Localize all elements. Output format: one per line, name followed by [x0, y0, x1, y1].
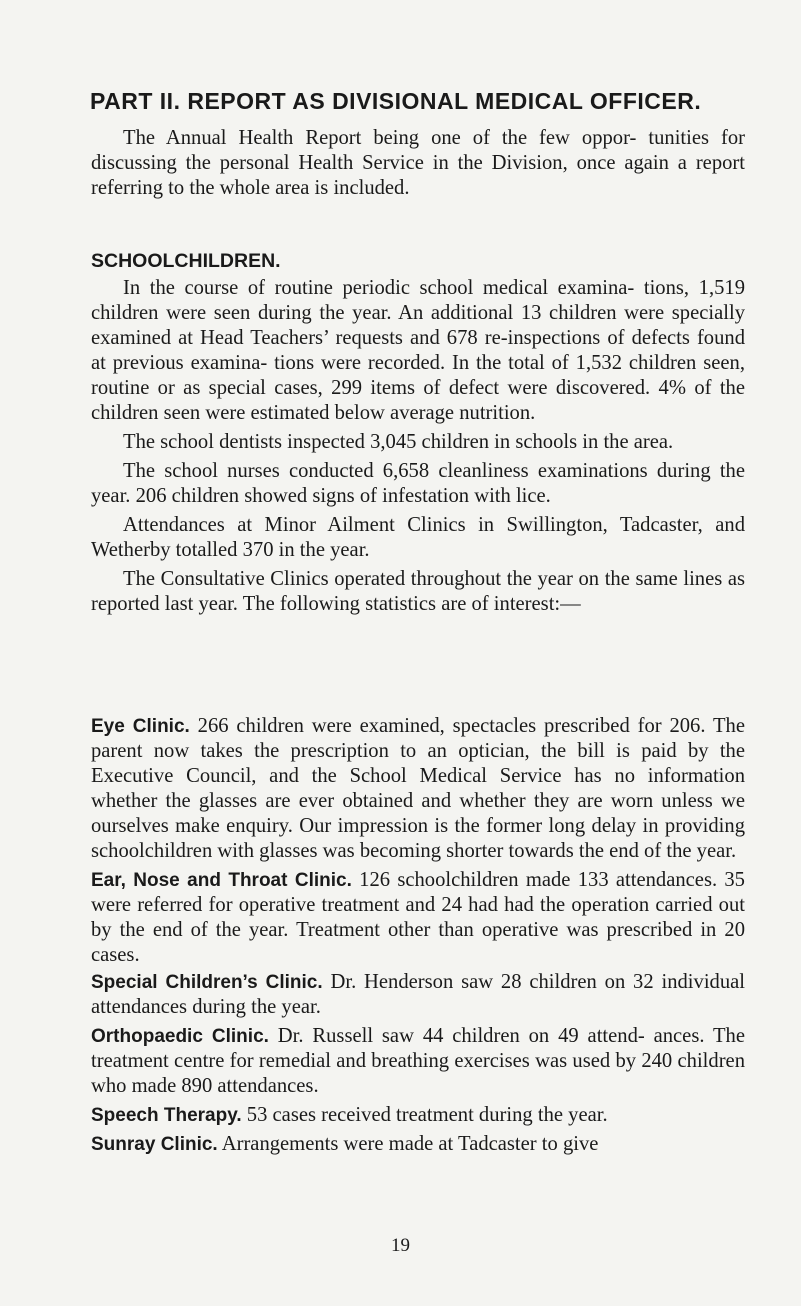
- clinics-block: [91, 714, 745, 1157]
- intro-block: [91, 126, 745, 201]
- subheading-sunray-clinic: Sunray Clinic.: [91, 1134, 218, 1155]
- orthopaedic-clinic-text: Dr. Russell saw 44 children on 49 attend- ances. The treatment centre for remedial and breathing exercises was used by 240 children who made 890 attendances.: [91, 1025, 745, 1097]
- subheading-orthopaedic-clinic: Orthopaedic Clinic.: [91, 1026, 269, 1047]
- paragraph-nurses: The school nurses conducted 6,658 cleanliness examinations during the year. 206 children showed signs of infestation with lice.: [91, 460, 745, 507]
- special-clinic-text: Dr. Henderson saw 28 children on 32 individual attendances during the year.: [91, 971, 745, 1018]
- subheading-speech-therapy: Speech Therapy.: [91, 1105, 242, 1126]
- sunray-clinic-text: Arrangements were made at Tadcaster to give: [217, 1133, 599, 1155]
- paragraph-sunray-clinic: [91, 1132, 745, 1157]
- paragraph-special-clinic: [91, 970, 745, 1020]
- paragraph-ent-clinic: [91, 868, 745, 968]
- paragraph-eye-clinic: [91, 714, 745, 864]
- paragraph-speech-therapy: [91, 1103, 745, 1128]
- intro-paragraph: The Annual Health Report being one of the few oppor- tunities for discussing the personal Health Service in the Division, once again a report referring to the whole area is included.: [91, 127, 745, 199]
- section-heading-schoolchildren: SCHOOLCHILDREN.: [91, 250, 281, 272]
- page-number: 19: [391, 1235, 410, 1256]
- speech-therapy-text: 53 cases received treatment during the year.: [241, 1104, 608, 1126]
- paragraph-dentists: The school dentists inspected 3,045 children in schools in the area.: [123, 431, 674, 453]
- paragraph-minor-ailment: Attendances at Minor Ailment Clinics in Swillington, Tadcaster, and Wetherby totalled 370 in the year.: [91, 514, 745, 561]
- eye-clinic-text: 266 children were examined, spectacles prescribed for 206. The parent now takes the prescription to an optician, the bill is paid by the Executive Council, and the School Medical Service has no information whether the glasses are ever obtained and whether they are worn unless we ourselves make enquiry. Our impression is the former long delay in providing schoolchildren with glasses was becoming shorter towards the end of the year.: [91, 715, 745, 862]
- subheading-ent-clinic: Ear, Nose and Throat Clinic.: [91, 870, 352, 891]
- paragraph-consultative: The Consultative Clinics operated throughout the year on the same lines as reported last year. The following statistics are of interest:—: [91, 568, 745, 615]
- paragraph-examinations: In the course of routine periodic school medical examina- tions, 1,519 children were seen during the year. An additional 13 children were specially examined at Head Teachers’ requests and 678 re-inspections of defects found at previous examina- tions were recorded. In the total of 1,532 children seen, routine or as special cases, 299 items of defect were discovered. 4% of the children seen were estimated below average nutrition.: [91, 277, 745, 424]
- schoolchildren-body: [91, 276, 745, 617]
- subheading-eye-clinic: Eye Clinic.: [91, 716, 190, 737]
- part-title: PART II. REPORT AS DIVISIONAL MEDICAL OFFICER.: [90, 88, 702, 114]
- ent-clinic-text: 126 schoolchildren made 133 attendances. 35 were referred for operative treatment and 24 had had the operation carried out by the end of the year. Treatment other than operative was prescribed in 20 cases.: [91, 869, 745, 966]
- paragraph-orthopaedic-clinic: [91, 1024, 745, 1099]
- subheading-special-clinic: Special Children’s Clinic.: [91, 972, 323, 993]
